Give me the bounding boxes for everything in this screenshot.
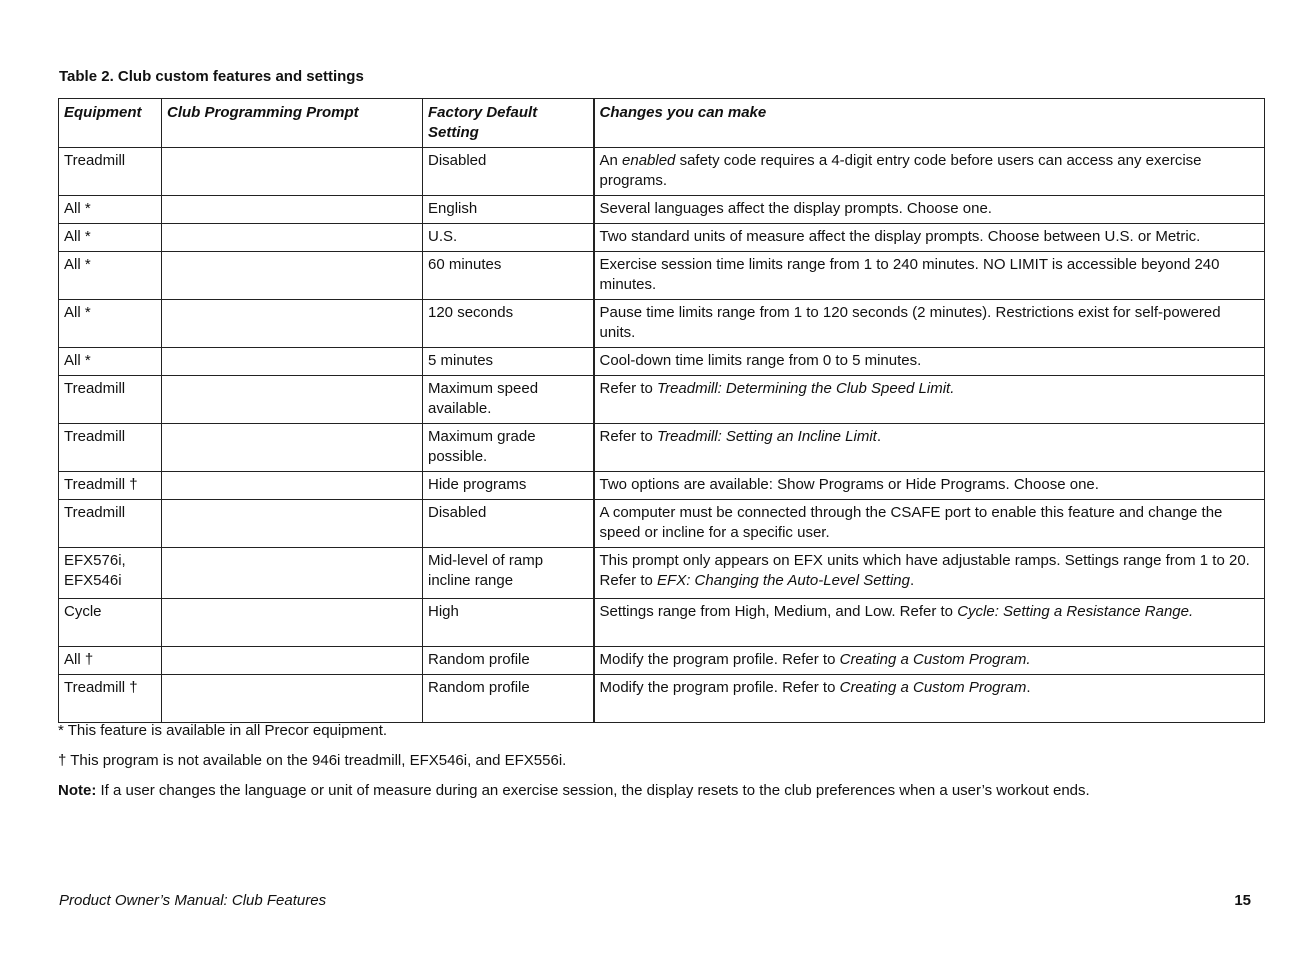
table-row	[59, 224, 1265, 252]
header-changes: Changes you can make	[594, 99, 1265, 148]
changes-text: An	[599, 152, 623, 169]
changes-text: A computer must be connected through the CSAFE port to enable this feature and change the speed or incline for a specific user.	[599, 504, 1223, 541]
changes-cell	[594, 424, 1265, 472]
equipment-cell: EFX576i, EFX546i	[59, 548, 162, 599]
table-row	[59, 599, 1265, 647]
changes-cell	[594, 148, 1265, 196]
changes-text: Modify the program profile. Refer to	[599, 679, 840, 696]
default-cell: English	[423, 196, 594, 224]
changes-text: This prompt only appears on EFX units which have adjustable ramps. Settings range from 1 to 20. Refer to	[599, 552, 1250, 589]
footnote-dagger: † This program is not available on the 946i treadmill, EFX546i, and EFX556i.	[58, 752, 567, 769]
default-cell: 5 minutes	[423, 348, 594, 376]
changes-cell	[594, 548, 1265, 599]
changes-cell	[594, 599, 1265, 647]
changes-italic: Creating a Custom Program	[839, 679, 1027, 696]
equipment-cell: Treadmill	[59, 500, 162, 548]
default-cell: High	[423, 599, 594, 647]
changes-cell	[594, 348, 1265, 376]
changes-text: Pause time limits range from 1 to 120 seconds (2 minutes). Restrictions exist for self-powered units.	[599, 304, 1221, 341]
prompt-cell	[162, 500, 423, 548]
table-row	[59, 548, 1265, 599]
changes-italic: EFX: Changing the Auto-Level Setting	[657, 572, 910, 589]
equipment-cell: All *	[59, 348, 162, 376]
equipment-cell: Cycle	[59, 599, 162, 647]
footer-title: Product Owner’s Manual: Club Features	[59, 892, 327, 909]
changes-italic: enabled	[622, 152, 676, 169]
changes-cell	[594, 675, 1265, 723]
table-row	[59, 500, 1265, 548]
table-row	[59, 300, 1265, 348]
changes-text: Settings range from High, Medium, and Low. Refer to	[599, 603, 958, 620]
header-prompt: Club Programming Prompt	[162, 99, 423, 148]
note-label: Note:	[58, 782, 97, 799]
default-cell: 120 seconds	[423, 300, 594, 348]
table-header-row	[59, 99, 1265, 148]
prompt-cell	[162, 376, 423, 424]
changes-text: Refer to	[599, 428, 658, 445]
table-body	[59, 148, 1265, 723]
changes-italic: Treadmill: Setting an Incline Limit	[657, 428, 877, 445]
changes-cell	[594, 376, 1265, 424]
changes-cell	[594, 500, 1265, 548]
changes-cell	[594, 472, 1265, 500]
table-row	[59, 424, 1265, 472]
default-cell: U.S.	[423, 224, 594, 252]
equipment-cell: Treadmill	[59, 148, 162, 196]
changes-text: Several languages affect the display prompts. Choose one.	[599, 200, 992, 217]
changes-text: Refer to	[599, 380, 658, 397]
equipment-cell: All *	[59, 196, 162, 224]
changes-text-end: .	[1026, 679, 1031, 696]
equipment-cell: All †	[59, 647, 162, 675]
features-table	[58, 98, 1265, 723]
prompt-cell	[162, 224, 423, 252]
prompt-cell	[162, 472, 423, 500]
page-number: 15	[1234, 892, 1251, 909]
prompt-cell	[162, 548, 423, 599]
header-equipment: Equipment	[59, 99, 162, 148]
default-cell: Maximum speed available.	[423, 376, 594, 424]
changes-cell	[594, 252, 1265, 300]
prompt-cell	[162, 148, 423, 196]
equipment-cell: All *	[59, 252, 162, 300]
table-row	[59, 348, 1265, 376]
changes-cell	[594, 196, 1265, 224]
changes-text-end: safety code requires a 4-digit entry code before users can access any exercise programs.	[599, 152, 1202, 189]
prompt-cell	[162, 196, 423, 224]
default-cell: Random profile	[423, 647, 594, 675]
changes-text: Cool-down time limits range from 0 to 5 minutes.	[599, 352, 922, 369]
note-paragraph	[58, 781, 1090, 801]
equipment-cell: All *	[59, 300, 162, 348]
table-row	[59, 472, 1265, 500]
changes-italic: Cycle: Setting a Resistance Range.	[957, 603, 1194, 620]
default-cell: Mid-level of ramp incline range	[423, 548, 594, 599]
table-row	[59, 376, 1265, 424]
changes-text-end: .	[876, 428, 882, 445]
equipment-cell: All *	[59, 224, 162, 252]
changes-text: Two standard units of measure affect the display prompts. Choose between U.S. or Metric.	[599, 228, 1201, 245]
prompt-cell	[162, 675, 423, 723]
changes-italic: Treadmill: Determining the Club Speed Limit.	[657, 380, 955, 397]
default-cell: Hide programs	[423, 472, 594, 500]
changes-cell	[594, 647, 1265, 675]
prompt-cell	[162, 252, 423, 300]
equipment-cell: Treadmill	[59, 376, 162, 424]
prompt-cell	[162, 300, 423, 348]
prompt-cell	[162, 647, 423, 675]
prompt-cell	[162, 348, 423, 376]
table-row	[59, 148, 1265, 196]
default-cell: Maximum grade possible.	[423, 424, 594, 472]
equipment-cell: Treadmill †	[59, 472, 162, 500]
default-cell: Disabled	[423, 148, 594, 196]
changes-text: Exercise session time limits range from 1 to 240 minutes. NO LIMIT is accessible beyond 240 minutes.	[599, 256, 1220, 293]
prompt-cell	[162, 424, 423, 472]
changes-text: Modify the program profile. Refer to	[599, 651, 840, 668]
equipment-cell: Treadmill †	[59, 675, 162, 723]
equipment-cell: Treadmill	[59, 424, 162, 472]
changes-cell	[594, 300, 1265, 348]
footnote-asterisk: * This feature is available in all Precor equipment.	[58, 722, 388, 739]
table-title: Table 2. Club custom features and settings	[59, 68, 364, 85]
default-cell: Random profile	[423, 675, 594, 723]
default-cell: Disabled	[423, 500, 594, 548]
changes-cell	[594, 224, 1265, 252]
changes-text: Two options are available: Show Programs or Hide Programs. Choose one.	[599, 476, 1099, 493]
table-row	[59, 196, 1265, 224]
changes-italic: Creating a Custom Program.	[839, 651, 1031, 668]
table-row	[59, 252, 1265, 300]
prompt-cell	[162, 599, 423, 647]
table-row	[59, 647, 1265, 675]
default-cell: 60 minutes	[423, 252, 594, 300]
header-default: Factory Default Setting	[423, 99, 594, 148]
note-text: If a user changes the language or unit of measure during an exercise session, the display resets to the club preferences when a user’s workout ends.	[96, 782, 1090, 799]
table-row	[59, 675, 1265, 723]
changes-text-end: .	[909, 572, 915, 589]
